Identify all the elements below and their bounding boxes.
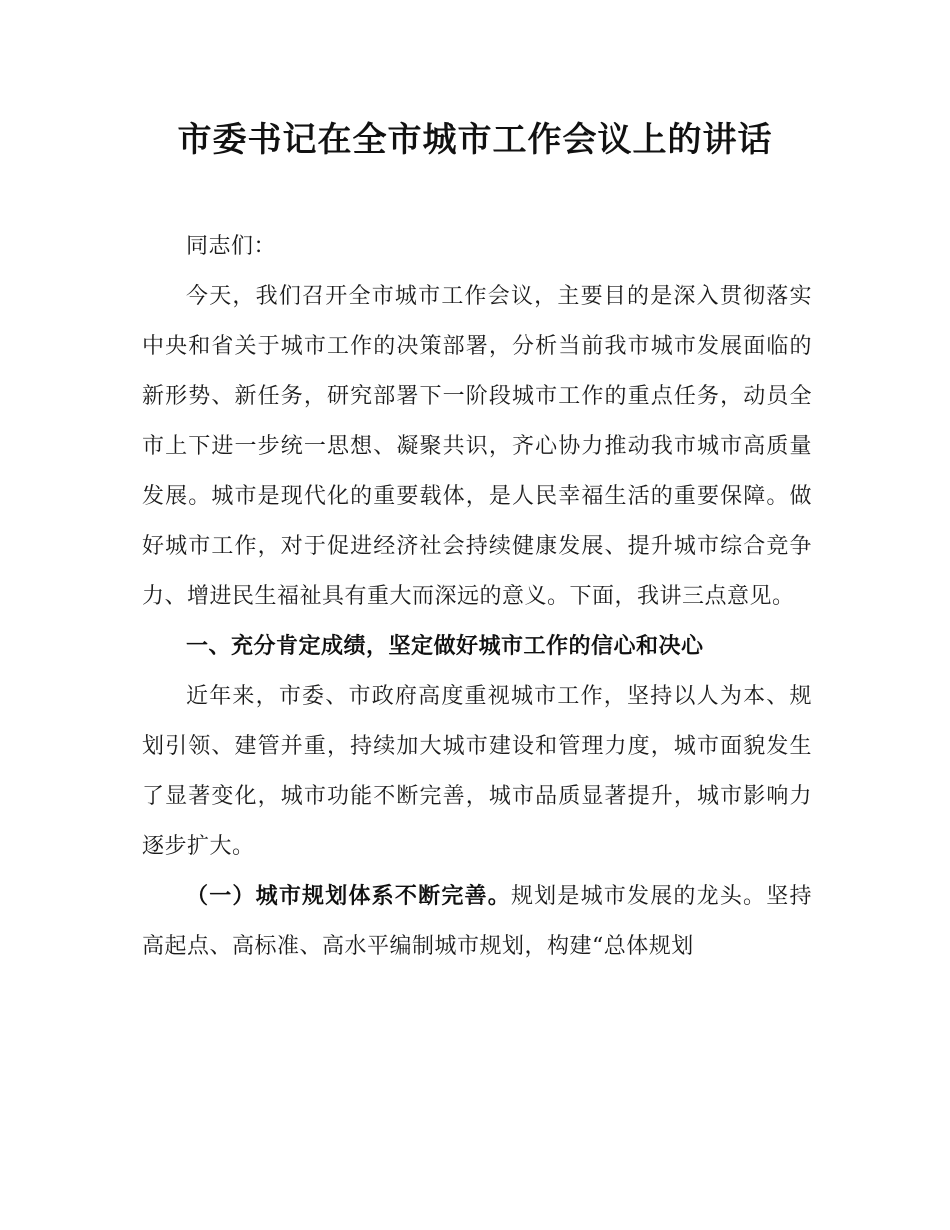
salutation: 同志们： (186, 234, 277, 259)
document-title: 市委书记在全市城市工作会议上的讲话 (177, 120, 773, 160)
subsection-text: 规划是城市发展的龙头。坚持高起点、高标准、高水平编制城市规划，构建“总体规划 (142, 884, 812, 959)
intro-paragraph: 今天，我们召开全市城市工作会议，主要目的是深入贯彻落实中央和省关于城市工作的决策部署，分析当前我市城市发展面临的新形势、新任务，研究部署下一阶段城市工作的重点任务，动员全市上下进一步统一思想、凝聚共识，齐心协力推动我市城市高质量发展。城市是现代化的重要载体，是人民幸福生活的重要保障。做好城市工作，对于促进经济社会持续健康发展、提升城市综合竞争力、增进民生福祉具有重大而深远的意义。下面，我讲三点意见。 (142, 284, 812, 609)
document-body (142, 222, 812, 972)
section-paragraph: 近年来，市委、市政府高度重视城市工作，坚持以人为本、规划引领、建管并重，持续加大城市建设和管理力度，城市面貌发生了显著变化，城市功能不断完善，城市品质显著提升，城市影响力逐步扩大。 (142, 684, 812, 859)
subsection-paragraph (142, 872, 812, 972)
section-heading: 一、充分肯定成绩，坚定做好城市工作的信心和决心 (186, 634, 704, 659)
subsection-lead: （一）城市规划体系不断完善。 (186, 884, 511, 909)
